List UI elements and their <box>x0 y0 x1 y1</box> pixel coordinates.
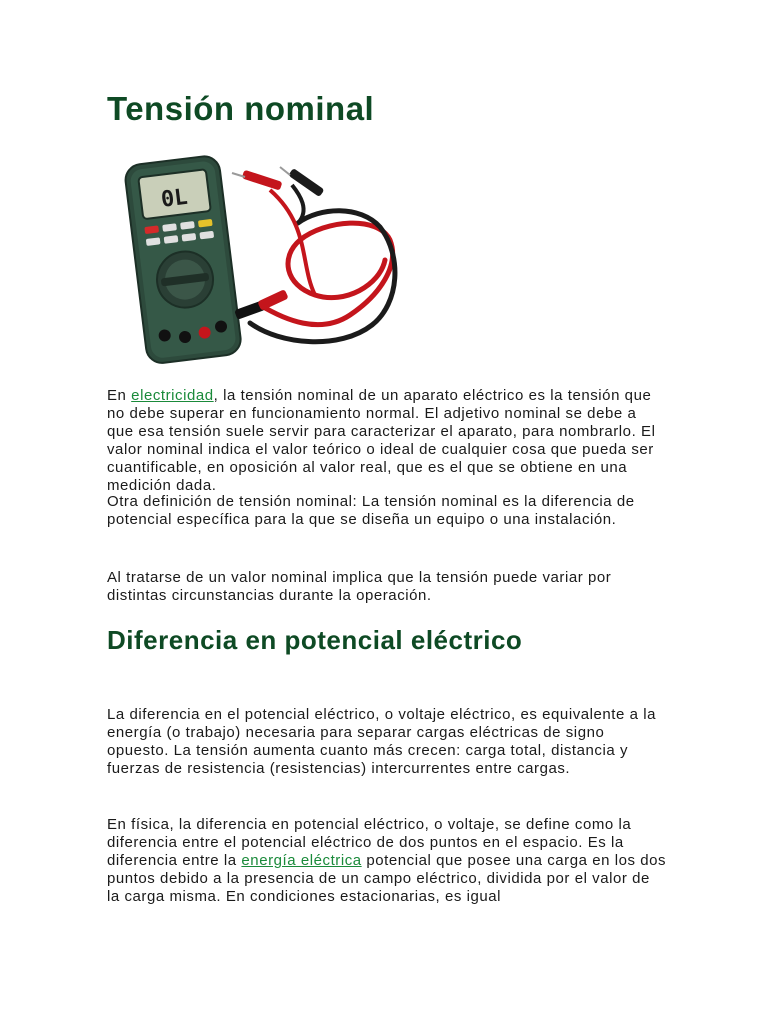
electricidad-link[interactable]: electricidad <box>131 387 214 404</box>
paragraph <box>107 816 667 906</box>
paragraph: Al tratarse de un valor nominal implica que la tensión puede variar por distintas circunstancias durante la operación. <box>107 569 612 604</box>
paragraph-text: En <box>107 387 132 404</box>
paragraph: Otra definición de tensión nominal: La tensión nominal es la diferencia de potencial específica para la que se diseña un equipo o una instalación. <box>107 493 635 528</box>
multimeter-image <box>110 145 440 370</box>
paragraph-text: , la tensión nominal de un aparato eléctrico es la tensión que no debe superar en funcionamiento normal. El adjetivo nominal se debe a que esa tensión suele servir para caracterizar el aparato, para nombrarlo. El valor nominal indica el valor teórico o ideal de cualquier cosa que pueda ser cuantificable, en oposición al valor real, que es el que se obtiene en una medición dada. <box>107 387 656 494</box>
paragraph-text: En física, la diferencia en potencial eléctrico, o voltaje, se define como la diferencia entre el potencial eléctrico de dos puntos en el espacio. Es la diferencia entre la <box>107 816 632 869</box>
multimeter-display: 0L <box>159 184 190 213</box>
paragraph <box>107 387 667 495</box>
paragraph: La diferencia en el potencial eléctrico, o voltaje eléctrico, es equivalente a la energía (o trabajo) necesaria para separar cargas eléctricas de signo opuesto. La tensión aumenta cuanto más crecen: carga total, distancia y fuerzas de resistencia (resistencias) intercurrentes entre cargas. <box>107 706 657 777</box>
paragraph-text: potencial que posee una carga en los dos puntos debido a la presencia de un campo eléctrico, dividida por el valor de la carga misma. En condiciones estacionarias, es igual <box>107 852 667 905</box>
energia-electrica-link[interactable]: energía eléctrica <box>241 852 362 869</box>
section-heading: Diferencia en potencial eléctrico <box>107 625 523 655</box>
page-title: Tensión nominal <box>107 90 375 127</box>
